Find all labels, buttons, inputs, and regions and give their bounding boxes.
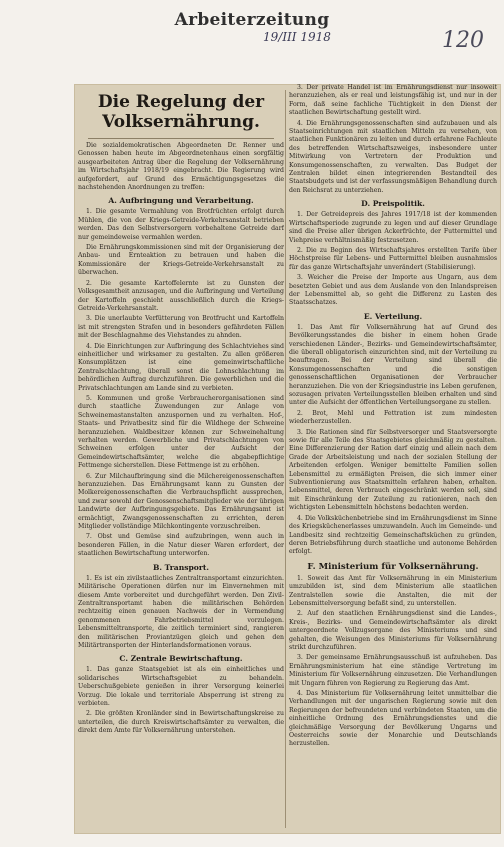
article-paragraph: 3. Die Rationen sind für Selbstversorger und Staatsversorgte sowie für alle Teile des Staatsgebietes gleichmäßig zu gestalten. Eine Differenzierung der Ration darf einzig und allein nach dem Grade der Arbeitsleistung und nach der sozialen Stellung der Arbeitenden erfolgen. Weniger bemittelte Familien sollen Lebensmittel zu ermäßigten Preisen, die sich immer einer Subventionierung aus Staatsmitteln erfahren haben, erhalten. Lebensmittel, deren Verbrauch eingeschränkt werden soll, sind mit Einschränkung der Zuteilung zu rationieren, nach den wichtigsten Lebensmitteln höchstens bedachten werden. — [289, 428, 497, 512]
article-column-right — [289, 84, 497, 834]
article-column-left — [78, 84, 284, 834]
newspaper-name: Arbeiterzeitung — [174, 10, 330, 30]
article-paragraph: 4. Die Einrichtungen zur Aufbringung des Schlachtviehes sind einheitlicher und wirksamer zu gestalten. Zu allen größeren Konsumplätzen ist eine gemeinwirtschaftliche Zentralschlachtung, überall sonst die Lohnschlachtung im behördlichen Auftrag durchzuführen. Die gewerblichen und die Privatschlachtungen am Lande sind zu verbieten. — [78, 342, 284, 392]
article-paragraph: Die Ernährungskommissionen sind mit der Organisierung der Anbau- und Ernteaktion zu betrauen und haben die Kommissionäre der Kriegs-Getreide-Verkehrsanstalt zu überwachen. — [78, 244, 284, 277]
article-paragraph: 2. Brot, Mehl und Fettration ist zum mindesten wiederherzustellen. — [289, 409, 497, 426]
article-paragraph: 1. Es ist ein zivilstaatliches Zentraltransportamt einzurichten. Militärische Operationen dürfen nur im Einvernehmen mit diesem Amte vorbereitet und durchgeführt werden. Den Zivil-Zentraltransportamt haben die militärischen Behörden rechtzeitig einen genauen Nachweis der in Vermendung genommenen Fahrbetriebsmittel vorzulegen. Lebensmitteltransporte, die zeitlich terminiert sind, rangieren den militärischen Proviantzügen gleich und gehen den Militärtransporten der Hinterlandsformationen voraus. — [78, 574, 284, 649]
article-paragraph: 7. Obst und Gemüse sind aufzubringen, wenn auch in besonderen Fällen, in die Natur dieser Waren erfordert, der staatlichen Bewirtschaftung unterworfen. — [78, 533, 284, 558]
title-rule — [88, 138, 274, 139]
article-paragraph: 2. Die größten Kronländer sind in Bewirtschaftungskreise zu unterteilen, die durch Kreiswirtschaftsämter zu verwalten, die direkt dem Amte für Volksernährung unterstehen. — [78, 710, 284, 735]
article-paragraph: 4. Die Volksküchenbetriebe sind im Ernährungsdienst im Sinne des Kriegsküchenerlasses umzuwandeln. Auch im Gemeinde- und Landbesitz sind rechtzeitig Gemeinschaftsküchen zu gründen, deren Betriebsführung durch staatliche und autonome Behörden erfolgt. — [289, 514, 497, 556]
handwritten-date: 19/III 1918 — [263, 30, 331, 44]
section-heading: A. Aufbringung und Verarbeitung. — [108, 196, 254, 206]
article-paragraph: Die sozialdemokratischen Abgeordneten Dr. Renner und Genossen haben heute im Abgeordnetenhaus einen sorgfältig ausgearbeiteten Antrag über die Regelung der Volksernährung im Wirtschaftsjahr 1918/19 eingebracht. Die Regierung wird aufgefordert, auf Grund des Ermächtigungsgesetzes die nachstehenden Anordnungen zu treffen: — [78, 142, 284, 192]
article-paragraph: 2. Die zu Beginn des Wirtschaftsjahres erstellten Tarife über Höchstpreise für Lebens- und Futtermittel bleiben ausnahmslos für das ganze Wirtschaftsjahr unverändert (Stabilisierung). — [289, 246, 497, 271]
article-paragraph: 5. Kommunen und große Verbraucherorganisationen sind durch staatliche Zuwendungen zur Anlage von Schweinemastanstalten anzuspornen und zu verhalten. Hof-, Staats- und Privatbesitz sind für die Wildhege der Schweine heranzuziehen. Waldbesitzer können zur Schweinehaltung verhalten werden. Gewerbliche und Privatschlachtungen von Schweinen erfolgen unter der Aufsicht der Gemeindewirtschaftsämter, welche die abgabepflichtige Fettmenge sicherstellen. Diese Fettmenge ist zu erhöhen. — [78, 394, 284, 470]
article-paragraph: 3. Der private Handel ist im Ernährungsdienst nur insoweit heranzuziehen, als er real und leistungsfähig ist, und nur in der Form, daß seine fachliche Tüchtigkeit in den Dienst der staatlichen Bewirtschaftung gestellt wird. — [289, 84, 497, 117]
article-title: Die Regelung der Volksernährung. — [97, 92, 265, 132]
section-heading: F. Ministerium für Volksernährung. — [307, 561, 479, 572]
article-paragraph: 2. Auf den staatlichen Ernährungsdienst sind die Landes-, Kreis-, Bezirks- und Gemeindewirtschaftsämter als direkt untergeordnete Vollzugsorgane des Ministeriums und sind gehalten, die Weisungen des Ministeriums für Volksernährung strikt durchzuführen. — [289, 610, 497, 651]
article-paragraph: 1. Die gesamte Vermahlung von Brotfrüchten erfolgt durch Mühlen, die von der Kriegs-Getreide-Verkehrsanstalt betrieben werden. Das den Selbstversorgern vorbehaltene Getreide darf nur gemeindeweise vermahlen werden. — [78, 208, 284, 241]
article-paragraph: 6. Zur Milchaufbringung sind die Milchereigenossenschaften heranzuziehen. Das Ernährungsamt kann zu Gunsten der Molkereigenossenschaften die Verbrauchspflicht aussprechen, und zwar sowohl der Genossenschaftsmitglieder wie der übrigen Landwirte der Aufbringungsgebiete. Das Ernährungsamt ist ermächtigt, Zwangsgenossenschaften zu errichten, deren Mitglieder vollständige Milchkontingente vorzuschreiben. — [78, 472, 284, 531]
section-heading: E. Verteilung. — [363, 311, 423, 321]
newspaper-clipping — [74, 84, 501, 834]
section-heading: B. Transport. — [152, 562, 210, 572]
article-paragraph: 1. Der Getreidepreis des Jahres 1917/18 ist der kommenden Wirtschaftsperiode zugrunde zu legen und auf dieser Grundlage sind die Preise aller übrigen Ackerfrüchte, der Futtermittel und Viehpreise verhältnismäßig festzusetzen. — [289, 211, 497, 244]
section-heading: C. Zentrale Bewirtschaftung. — [119, 654, 243, 664]
section-heading: D. Preispolitik. — [361, 199, 425, 209]
article-paragraph: 3. Weicher die Preise der Importe aus Ungarn, aus dem besetzten Gebiet und aus dem Auslande von den Inlandspreisen der Lebensmittel ab, so geht die Differenz zu Lasten des Staatsschatzes. — [289, 274, 497, 307]
article-paragraph: 3. Die unerlaubte Verfütterung von Brotfrucht und Kartoffeln ist mit strengsten Strafen und in besonders gefährdeten Fällen mit der Beschlagnahme des Viehstandes zu ahnden. — [78, 315, 284, 340]
article-paragraph: 1. Soweit das Amt für Volksernährung in ein Ministerium umzubilden ist, sind dem Ministerium alle staatlichen Zentralstellen sowie die Anstalten, die mit der Lebensmittelversorgung befaßt sind, zu unterstellen. — [289, 574, 497, 607]
article-paragraph: 3. Der gemeinsame Ernährungsausschuß ist aufzuheben. Das Ernährungsministerium hat eine ständige Vertretung im Ministerium für Volksernährung einzusetzen. Die Verhandlungen mit Ungarn führen von Regierung zu Regierung das Amt. — [289, 654, 497, 687]
archive-header — [0, 6, 504, 53]
column-divider — [285, 90, 286, 828]
article-paragraph: 2. Die gesamte Kartoffelernte ist zu Gunsten der Volksgesamtheit anzusagen, und die Aufbringung und Verteilung der Kartoffeln geschieht ausschließlich durch die Kriegs-Getreide-Verkehrsanstalt. — [78, 279, 284, 312]
article-paragraph: 4. Die Ernährungsgenossenschaften sind aufzubauen und als Staatseinrichtungen mit staatlichen Mitteln zu versehen, von staatlichen Funktionären zu leiten und durch erfahrene Fachleute des betreffenden Wirtschaftszweiges, insbesondere unter Mitwirkung von Vertretern der Produktion und Konsumgenossenschaften, zu verwalten. Das Budget der Zentralen bildet einen integrierenden Bestandteil des Staatsbudgets und ist der verfassungsmäßigen Behandlung durch den Reichsrat zu unterziehen. — [289, 119, 497, 194]
article-paragraph: 1. Das Amt für Volksernährung hat auf Grund des Bevölkerungsstandes die bisher in einem hohen Grade verschiedenen Länder-, Bezirks- und Gemeindewirtschaftsämter, die überall obligatorisch einzurichten sind, mit der Verteilung zu beauftragen. Bei der Verteilung sind überall die Konsumgenossenschaften und die sonstigen genossenschaftlichen Organisationen der Verbraucher heranzuziehen. Die von der Kriegsindustrie ins Leben gerufenen, sozusagen privaten Verteilungsstellen bleiben erhalten und sind unter die Aufsicht der öffentlichen Verteilungsorgane zu stellen. — [289, 323, 497, 407]
article-paragraph: 1. Das ganze Staatsgebiet ist als ein einheitliches und solidarisches Wirtschaftsgebiet zu behandeln. Ueberschußgebiete genießen in ihrer Versorgung keinerlei Vorzug. Die lokale und territoriale Absperrung ist streng zu verbieten. — [78, 666, 284, 707]
article-paragraph: 4. Das Ministerium für Volksernährung leitet unmittelbar die Verhandlungen mit der ungarischen Regierung sowie mit den Regierungen der befreundeten und verbündeten Staaten, um die einheitliche Ordnung des Ernährungsdienstes und die gleichmäßige Versorgung der Bevölkerung Ungarns und Oesterreichs sowie der Monarchie und Deutschlands herzustellen. — [289, 690, 497, 748]
archive-number: 120 — [442, 28, 484, 53]
